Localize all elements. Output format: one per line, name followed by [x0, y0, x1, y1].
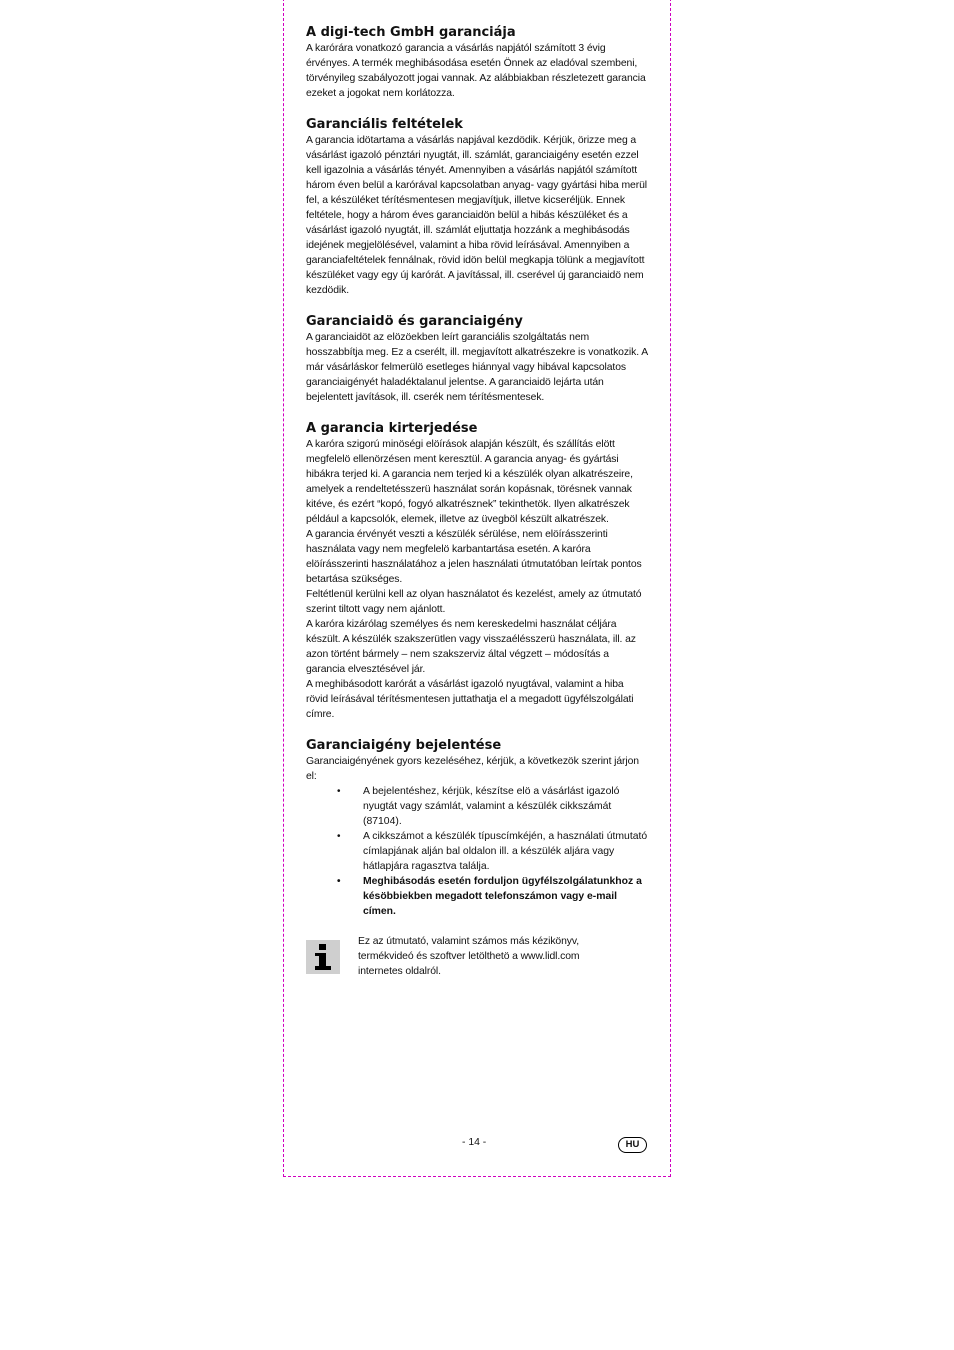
bullet-icon: •	[337, 786, 341, 797]
section-paragraph: A garanciaidöt az elözöekben leírt garanciális szolgáltatás nem hosszabbítja meg. Ez a cserélt, ill. megjavított alkatrészekre is vonatkozik. A már vásárláskor felmerülö esetleges hiánnyal vagy hibával kapcsolatos garanciaigényét haladéktalanul jelentse. A garanciaidö lejárta után bejelentett javítások, ill. cserék nem térítésmentesek.	[306, 332, 648, 403]
section-claim-notification	[306, 737, 648, 919]
list-item	[306, 829, 648, 874]
section-heading: Garanciális feltételek	[306, 117, 463, 132]
section-paragraph: Garanciaigényének gyors kezeléséhez, kérjük, a következök szerint járjon el:	[306, 756, 639, 782]
section-paragraph: A meghibásodott karórát a vásárlást igazoló nyugtával, valamint a hiba rövid leírásával térítésmentesen juttathatja el a megadott ügyfélszolgálati címre.	[306, 679, 634, 720]
language-badge: HU	[618, 1137, 647, 1153]
section-heading: A garancia kirterjedése	[306, 421, 478, 436]
list-item-text: Meghibásodás esetén forduljon ügyfélszolgálatunkhoz a késöbbiekben megadott telefonszámon vagy e-mail címen.	[363, 876, 642, 917]
section-warranty-scope	[306, 420, 648, 722]
section-paragraph: A karóra szigorú minöségi elöírások alapján készült, és szállítás elött megfelelö ellenörzésen ment keresztül. A garancia anyag- és gyártási hibákra terjed ki. A garancia nem terjed ki a készülék olyan alkatrészeire, amelyek a rendeltetésszerü használat során kopásnak, törésnek vannak kitéve, és ezért “kopó, fogyó alkatrésznek” tekinthetök. Ilyen alkatrészek például a kapcsolók, elemek, illetve az üvegböl készült alkatrészek.	[306, 439, 633, 525]
list-item	[306, 874, 648, 919]
bullet-icon: •	[337, 831, 341, 842]
section-heading: Garanciaidö és garanciaigény	[306, 314, 523, 329]
claim-steps-list	[306, 784, 648, 919]
section-heading: Garanciaigény bejelentése	[306, 738, 502, 753]
section-paragraph: A garancia érvényét veszti a készülék sérülése, nem elöírásszerinti használata vagy nem megfelelö karbantartása esetén. A karóra elöírásszerinti használatához a jelen használati útmutatóban leírtak pontos betartása szükséges.	[306, 529, 642, 585]
section-digitech-warranty	[306, 24, 648, 101]
section-paragraph: A karórára vonatkozó garancia a vásárlás napjától számított 3 évig érvényes. A termék meghibásodása esetén Önnek az eladóval szembeni, törvényileg szabályozott jogai vannak. Az alábbiakban részletezett garancia ezeket a jogokat nem korlátozza.	[306, 43, 646, 99]
list-item-text: A cikkszámot a készülék típuscímkéjén, a használati útmutató címlapjának alján bal oldalon ill. a készülék aljára vagy hátlapjára ragasztva találja.	[363, 831, 648, 872]
section-warranty-conditions	[306, 116, 648, 298]
bullet-icon: •	[337, 876, 341, 887]
section-paragraph: A karóra kizárólag személyes és nem kereskedelmi használat céljára készült. A készülék szakszerütlen vagy visszaélésszerü használata, ill. az azon történt bármely – nem szakszerviz által végzett – módosítás a garancia elvesztésével jár.	[306, 619, 636, 675]
info-icon	[306, 940, 340, 974]
info-note	[306, 934, 648, 984]
section-paragraph: A garancia idötartama a vásárlás napjával kezdödik. Kérjük, örizze meg a vásárlást igazoló pénztári nyugtát, ill. számlát, garanciaigény esetén ezzel kell igazolnia a vásárlás tényét. Amennyiben a vásárlás napjától számított három éven belül a karórával kapcsolatban anyag- vagy gyártási hiba merül fel, a készüléket térítésmentesen megjavítjuk, illetve kicseréljük. Ennek feltétele, hogy a három éves garanciaidön belül a hibás készüléket és a vásárlást igazoló nyugtát, ill. számlát eljuttatja hozzánk a meghibásodás idejének megjelölésével, valamint a hiba rövid leírásával. Amennyiben a garanciafeltételek fennálnak, rövid idön belül megkapja tölünk a megjavított készüléket vagy egy új karórát. A javítással, ill. cserével új garanciaidö nem kezdödik.	[306, 135, 647, 296]
section-paragraph: Feltétlenül kerülni kell az olyan használatot és kezelést, amely az útmutató szerint tiltott vagy nem ajánlott.	[306, 589, 642, 615]
warranty-content	[306, 24, 648, 984]
list-item-text: A bejelentéshez, kérjük, készítse elö a vásárlást igazoló nyugtát vagy számlát, valamint a készülék cikkszámát (87104).	[363, 786, 620, 827]
list-item	[306, 784, 648, 829]
page-number: - 14 -	[462, 1137, 487, 1148]
section-warranty-period	[306, 313, 648, 405]
info-text: Ez az útmutató, valamint számos más kézikönyv, termékvideó és szoftver letölthetö a www.lidl.com internetes oldalról.	[358, 936, 580, 977]
section-heading: A digi-tech GmbH garanciája	[306, 25, 516, 40]
